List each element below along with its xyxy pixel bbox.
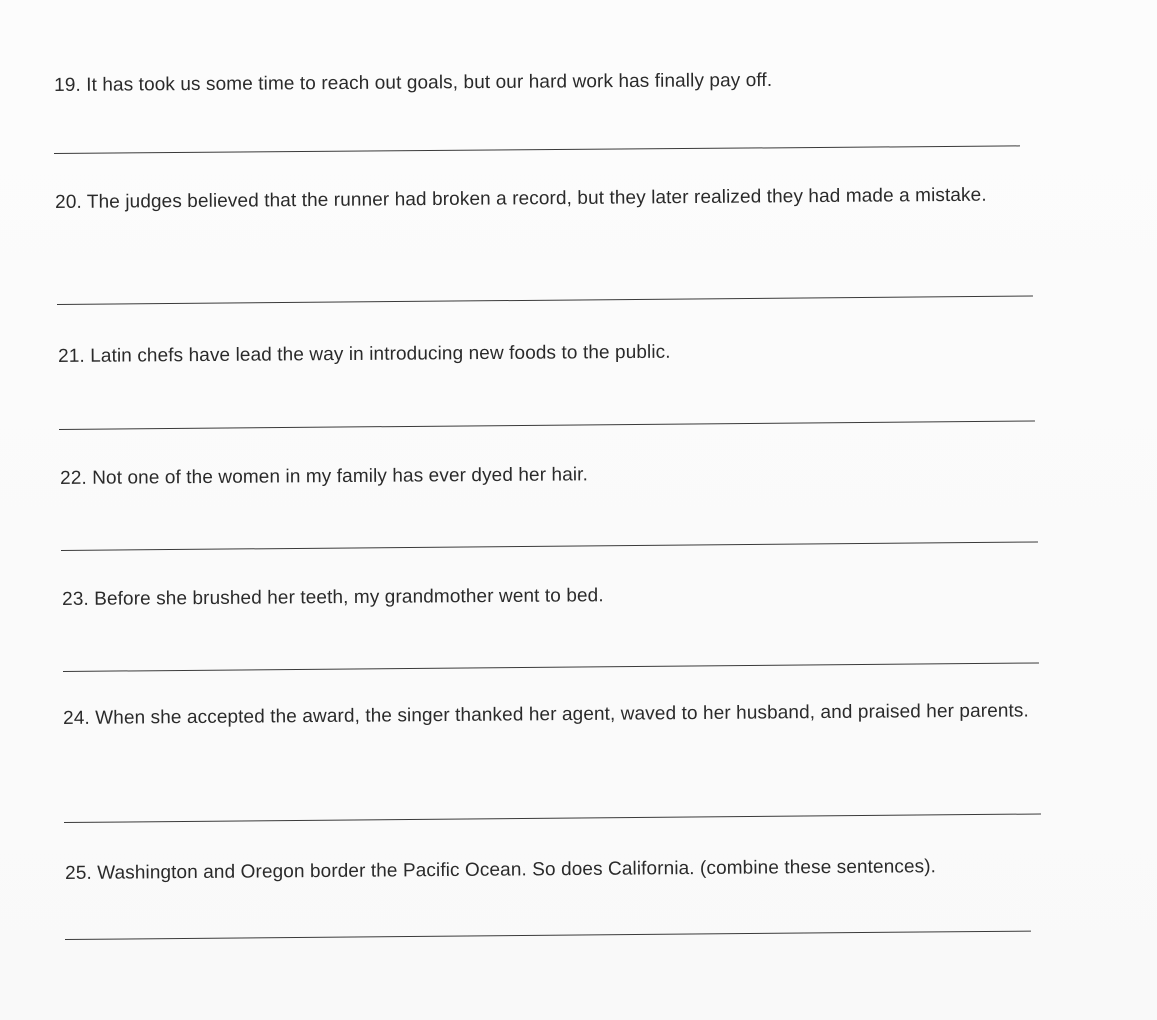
question-19: 19. It has took us some time to reach out goals, but our hard work has finally pay off. (54, 69, 773, 96)
answer-line-23[interactable] (63, 662, 1039, 672)
question-21: 21. Latin chefs have lead the way in introducing new foods to the public. (58, 341, 671, 367)
question-23: 23. Before she brushed her teeth, my grandmother went to bed. (62, 585, 604, 610)
answer-line-20[interactable] (57, 295, 1033, 305)
question-24: 24. When she accepted the award, the singer thanked her agent, waved to her husband, and praised her parents. (63, 700, 1029, 729)
answer-line-25[interactable] (65, 931, 1031, 940)
answer-line-19[interactable] (54, 145, 1020, 154)
answer-line-22[interactable] (61, 541, 1038, 551)
question-25: 25. Washington and Oregon border the Pacific Ocean. So does California. (combine these sentences). (65, 856, 937, 884)
question-22: 22. Not one of the women in my family has ever dyed her hair. (60, 464, 588, 489)
question-20: 20. The judges believed that the runner had broken a record, but they later realized they had made a mistake. (55, 184, 987, 213)
answer-line-21[interactable] (59, 420, 1035, 430)
answer-line-24[interactable] (64, 813, 1041, 823)
